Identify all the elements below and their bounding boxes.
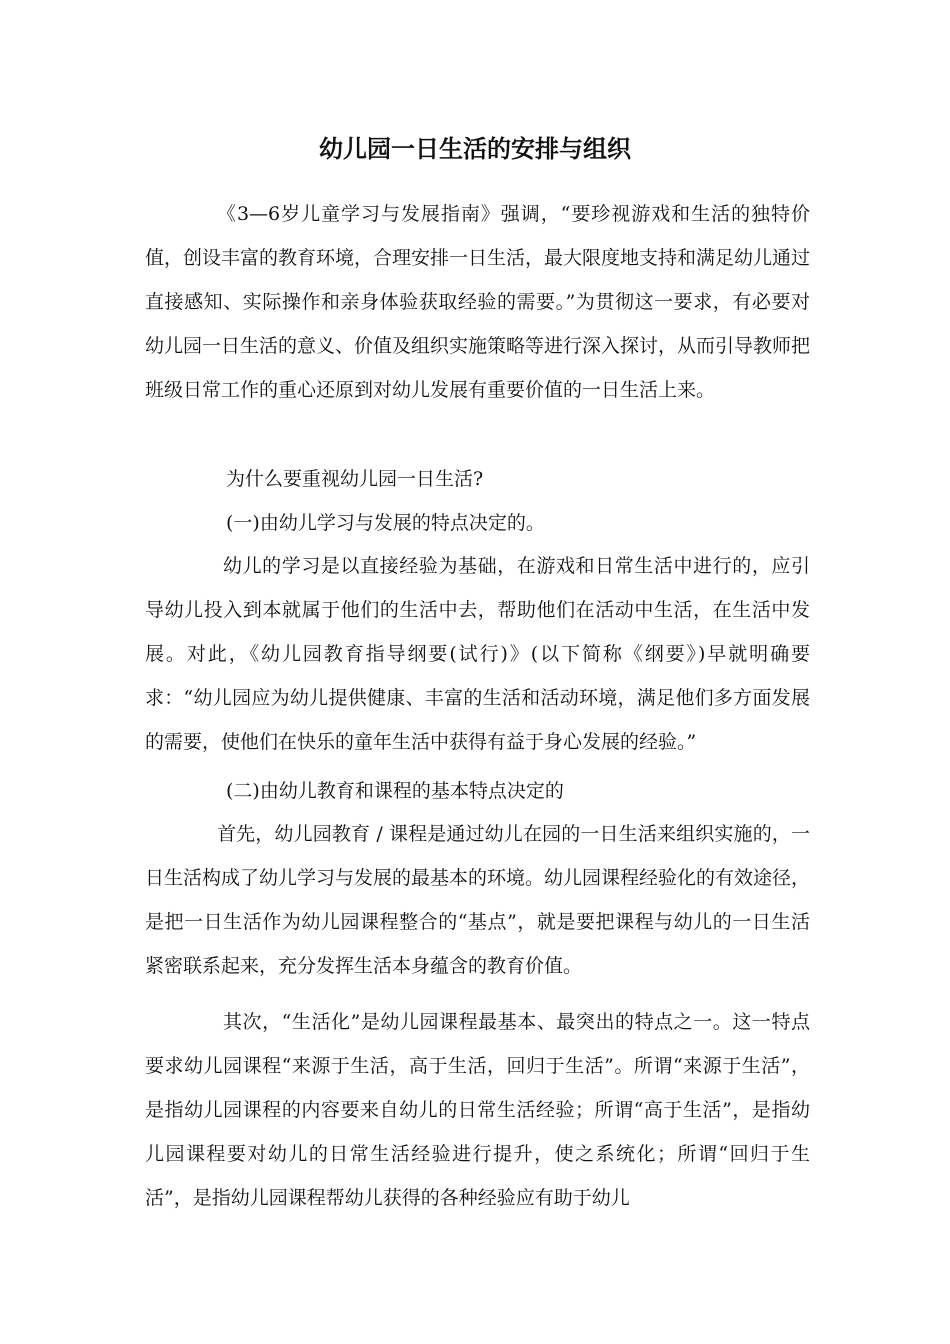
section-question: 为什么要重视幼儿园一日生活? [226,468,484,490]
body-paragraph-2: 首先，幼儿园教育 / 课程是通过幼儿在园的一日生活来组织实施的，一日生活构成了幼儿学习与发展的最基本的环境。幼儿园课程经验化的有效途径，是把一日生活作为幼儿园课程整合的“基点”，就是要把课程与幼儿的一日生活紧密联系起来，充分发挥生活本身蕴含的教育价值。 [145,823,811,977]
document-title: 幼儿园一日生活的安排与组织 [319,135,631,163]
intro-paragraph: 《3—6岁儿童学习与发展指南》强调，“要珍视游戏和生活的独特价值，创设丰富的教育环境，合理安排一日生活，最大限度地支持和满足幼儿通过直接感知、实际操作和亲身体验获取经验的需要。”为贯彻这一要求，有必要对幼儿园一日生活的意义、价值及组织实施策略等进行深入探讨，从而引导教师把班级日常工作的重心还原到对幼儿发展有重要价值的一日生活上来。 [145,203,811,401]
section-heading-1: (一)由幼儿学习与发展的特点决定的。 [226,512,545,534]
body-paragraph-1: 幼儿的学习是以直接经验为基础，在游戏和日常生活中进行的，应引导幼儿投入到本就属于他们的生活中去，帮助他们在活动中生活，在生活中发展。对此，《幼儿园教育指导纲要(试行)》(以下简称《纲要》)早就明确要求：“幼儿园应为幼儿提供健康、丰富的生活和活动环境，满足他们多方面发展的需要，使他们在快乐的童年生活中获得有益于身心发展的经验。” [145,555,810,753]
body-paragraph-3: 其次，“生活化”是幼儿园课程最基本、最突出的特点之一。这一特点要求幼儿园课程“来源于生活，高于生活，回归于生活”。所谓“来源于生活”，是指幼儿园课程的内容要来自幼儿的日常生活经验；所谓“高于生活”，是指幼儿园课程要对幼儿的日常生活经验进行提升，使之系统化；所谓“回归于生活”，是指幼儿园课程帮幼儿获得的各种经验应有助于幼儿 [145,1011,810,1209]
section-heading-2: (二)由幼儿教育和课程的基本特点决定的 [226,780,564,802]
